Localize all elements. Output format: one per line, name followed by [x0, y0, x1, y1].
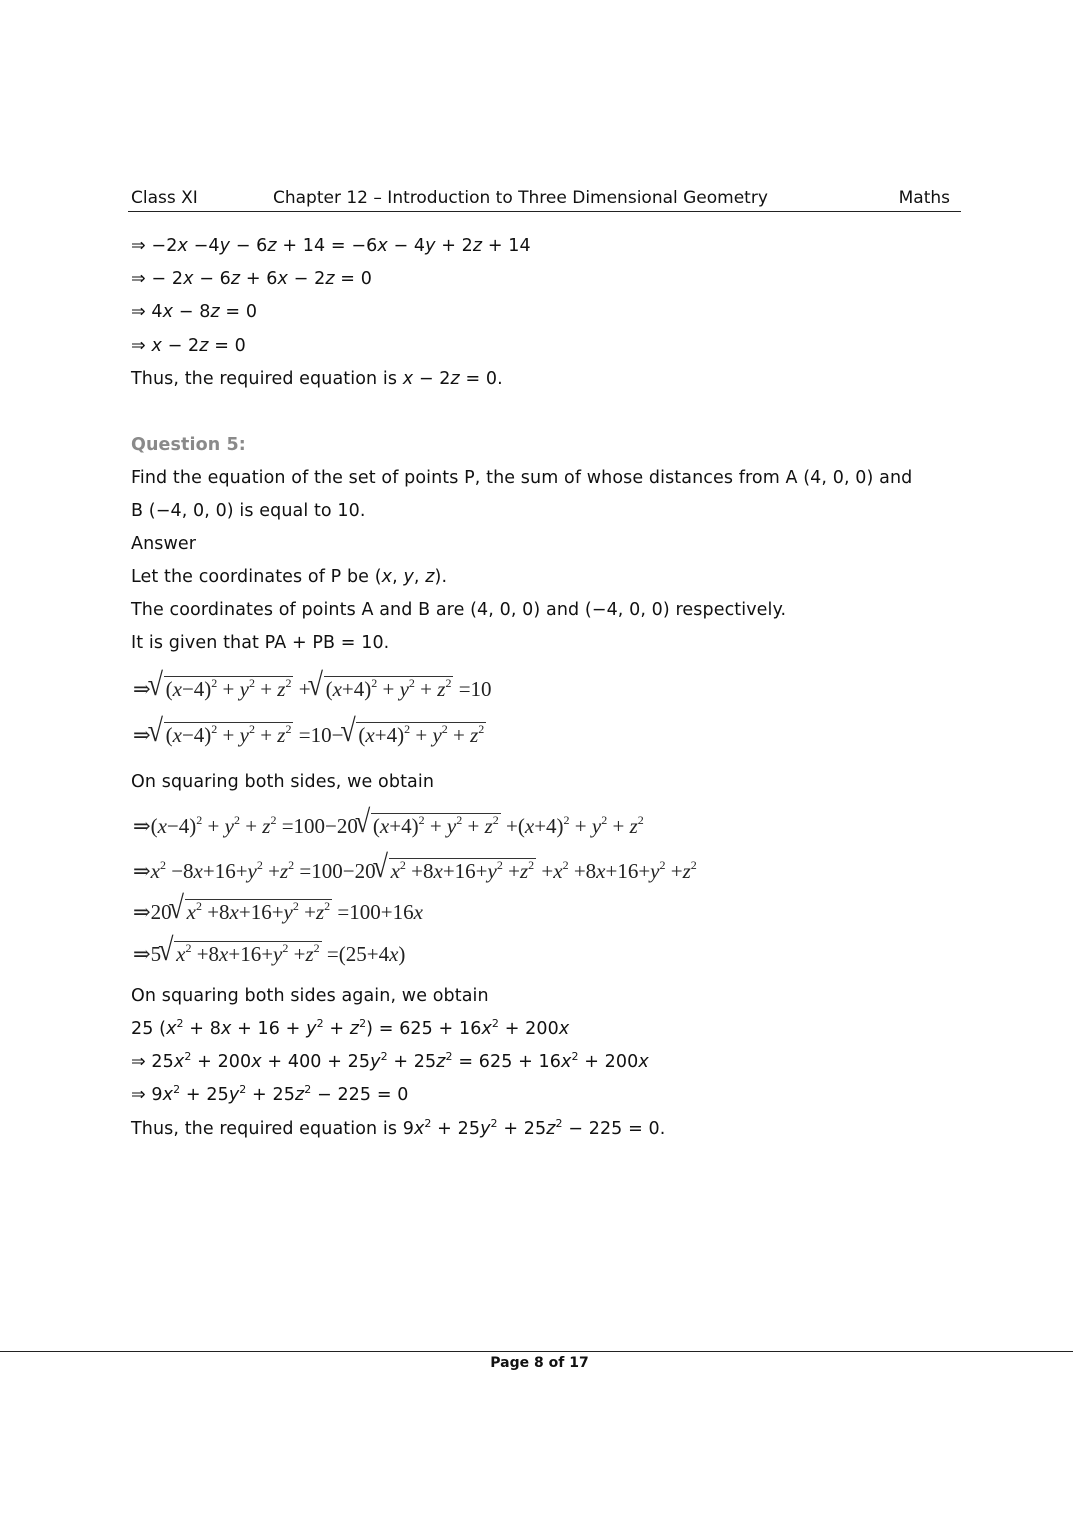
final-step-2: ⇒ $25x^2 + 200x + 400 + 25y^2 + 25z^2 = 625 + 16x^2 + 200x$: [131, 1050, 649, 1072]
equation-3: $\Rightarrow(x-4)^2 + y^2 + z^2 =100-20$ √ $(x+4)^2 + y^2 + z^2 +(x+4)^2 + y^2 + z^2$: [133, 813, 644, 839]
final-conclusion: Thus, the required equation is $9x^2 + 25y^2 + 25z^2 - 225 = 0$.: [131, 1117, 666, 1139]
final-step-3: ⇒ $9x^2 + 25y^2 + 25z^2 - 225 = 0$: [131, 1083, 409, 1105]
answer-line-2: The coordinates of points A and B are (4, 0, 0) and (−4, 0, 0) respectively.: [131, 600, 787, 620]
squaring-again-text: On squaring both sides again, we obtain: [131, 986, 489, 1006]
question-text-line1: Find the equation of the set of points P, the sum of whose distances from A (4, 0, 0) and: [131, 468, 913, 488]
final-step-1: 25 $(x^2 + 8x + 16 + y^2 + z^2) = 625 + 16x^2 + 200x$: [131, 1017, 570, 1039]
solution-step-1: ⇒ −2x −4y − 6z + 14 = −6x − 4y + 2z + 14: [131, 236, 531, 256]
answer-line-1: Let the coordinates of P be (x, y, z).: [131, 567, 448, 587]
solution-step-2: ⇒ − 2x − 6z + 6x − 2z = 0: [131, 269, 372, 289]
subject-label: Maths: [898, 188, 950, 208]
class-label: Class XI: [131, 188, 198, 208]
solution-step-3: ⇒ 4x − 8z = 0: [131, 302, 258, 322]
equation-5: ⇒20 √ $x^2 +8x+16+y^2 +z^2 =100+16x$: [133, 899, 423, 925]
question-text-line2: B (−4, 0, 0) is equal to 10.: [131, 501, 366, 521]
equation-6: ⇒5 √ $x^2 +8x+16+y^2 +z^2 =(25+4x)$: [133, 941, 405, 967]
solution-conclusion: Thus, the required equation is x − 2z = 0.: [131, 369, 503, 389]
equation-1: ⇒ √ $(x-4)^2 + y^2 + z^2$ + √ $(x+4)^2 + y^2 + z^2 =10$: [133, 676, 492, 702]
footer-divider: [0, 1351, 1073, 1352]
question-title: Question 5:: [131, 435, 246, 455]
equation-4: $\Rightarrow x^2 -8x+16+y^2 +z^2 =100-20$ √ $x^2 +8x+16+y^2 +z^2 +x^2 +8x+16+y^2 +z^2$: [133, 858, 697, 884]
answer-label: Answer: [131, 534, 197, 554]
solution-step-4: ⇒ x − 2z = 0: [131, 336, 246, 356]
answer-line-3: It is given that PA + PB = 10.: [131, 633, 390, 653]
equation-2: ⇒ √ $(x-4)^2 + y^2 + z^2 =10-$ √ $(x+4)^2 + y^2 + z^2$: [133, 722, 486, 748]
page-number: Page 8 of 17: [490, 1355, 589, 1371]
squaring-text: On squaring both sides, we obtain: [131, 772, 435, 792]
chapter-title: Chapter 12 – Introduction to Three Dimensional Geometry: [273, 188, 768, 208]
page-header: [128, 187, 961, 212]
